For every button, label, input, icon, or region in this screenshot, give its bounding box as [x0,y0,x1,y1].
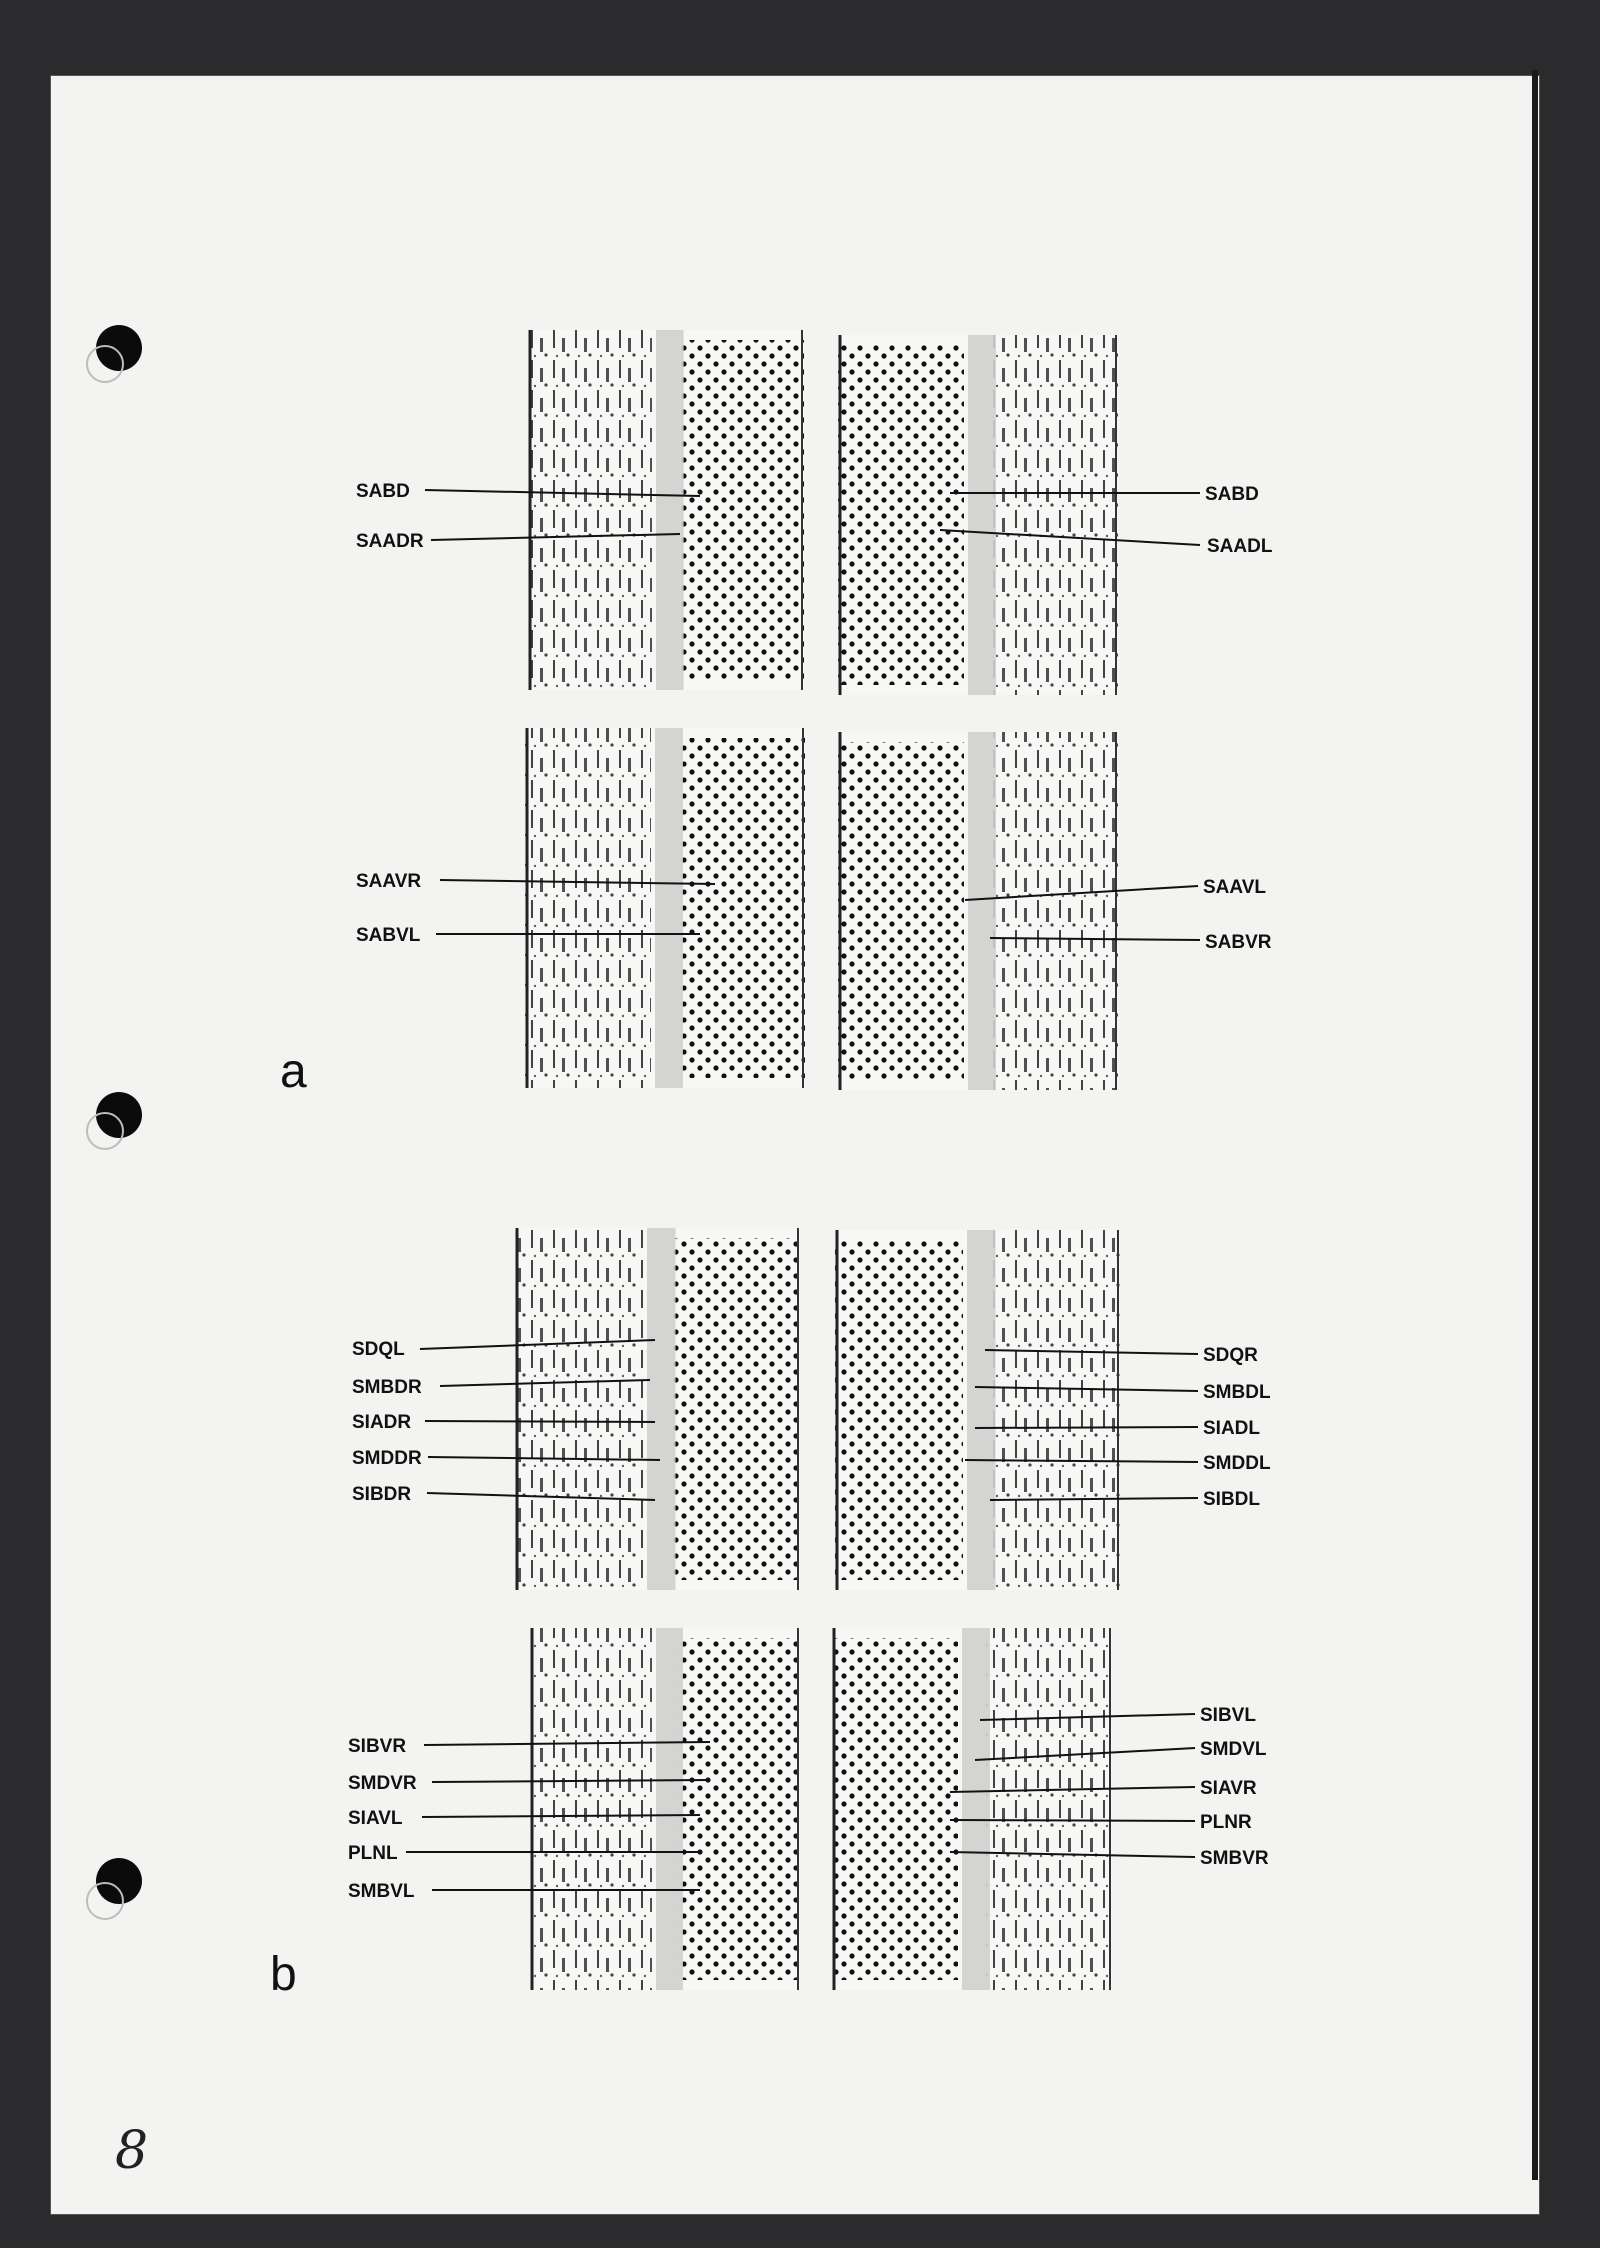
micrograph-group [515,330,1120,1990]
label-b-r1-right-2: SMBDL [1203,1382,1271,1403]
label-b-r1-right-4: SMDDL [1203,1453,1271,1474]
micrograph-b-bottom-left [530,1628,800,1990]
label-b-r2-right-1: SIBVL [1200,1705,1256,1726]
leader-line [425,1421,655,1422]
micrograph-a-bottom-left [525,728,805,1088]
label-a-r2-left-1: SAAVR [356,871,422,892]
micrograph-a-top-left [528,330,804,690]
label-a-r2-right-1: SAAVL [1203,877,1266,898]
label-b-r1-left-2: SMBDR [352,1377,422,1398]
label-b-r1-right-3: SIADL [1203,1418,1260,1439]
label-b-r1-right-5: SIBDL [1203,1489,1260,1510]
label-b-r2-left-3: SIAVL [348,1808,403,1829]
label-a-r1-left-1: SABD [356,481,410,502]
label-b-r2-left-4: PLNL [348,1843,398,1864]
label-b-r1-left-4: SMDDR [352,1448,422,1469]
panel-letter-a: a [280,1045,307,1098]
leader-line [950,1820,1195,1821]
page-number: 8 [115,2121,149,2181]
label-b-r2-right-4: PLNR [1200,1812,1252,1833]
leader-line [975,1427,1198,1428]
micrograph-a-bottom-right [838,732,1118,1090]
label-b-r2-left-1: SIBVR [348,1736,407,1757]
label-b-r1-left-1: SDQL [352,1339,405,1360]
label-a-r2-left-2: SABVL [356,925,421,946]
label-a-r1-right-2: SAADL [1207,536,1273,557]
micrograph-b-top-left [515,1228,800,1590]
label-b-r1-left-5: SIBDR [352,1484,412,1505]
label-a-r1-right-1: SABD [1205,484,1259,505]
label-a-r2-right-2: SABVR [1205,932,1272,953]
label-b-r1-right-1: SDQR [1203,1345,1258,1366]
label-b-r1-left-3: SIADR [352,1412,412,1433]
label-b-r2-right-3: SIAVR [1200,1778,1257,1799]
micrograph-b-top-right [835,1230,1120,1590]
micrograph-a-top-right [838,335,1118,695]
label-b-r2-left-2: SMDVR [348,1773,417,1794]
label-b-r2-right-2: SMDVL [1200,1739,1267,1760]
label-b-r2-left-5: SMBVL [348,1881,415,1902]
label-a-r1-left-2: SAADR [356,531,424,552]
label-b-r2-right-5: SMBVR [1200,1848,1269,1869]
micrograph-b-bottom-right [832,1628,1112,1990]
panel-letter-b: b [270,1948,297,2001]
